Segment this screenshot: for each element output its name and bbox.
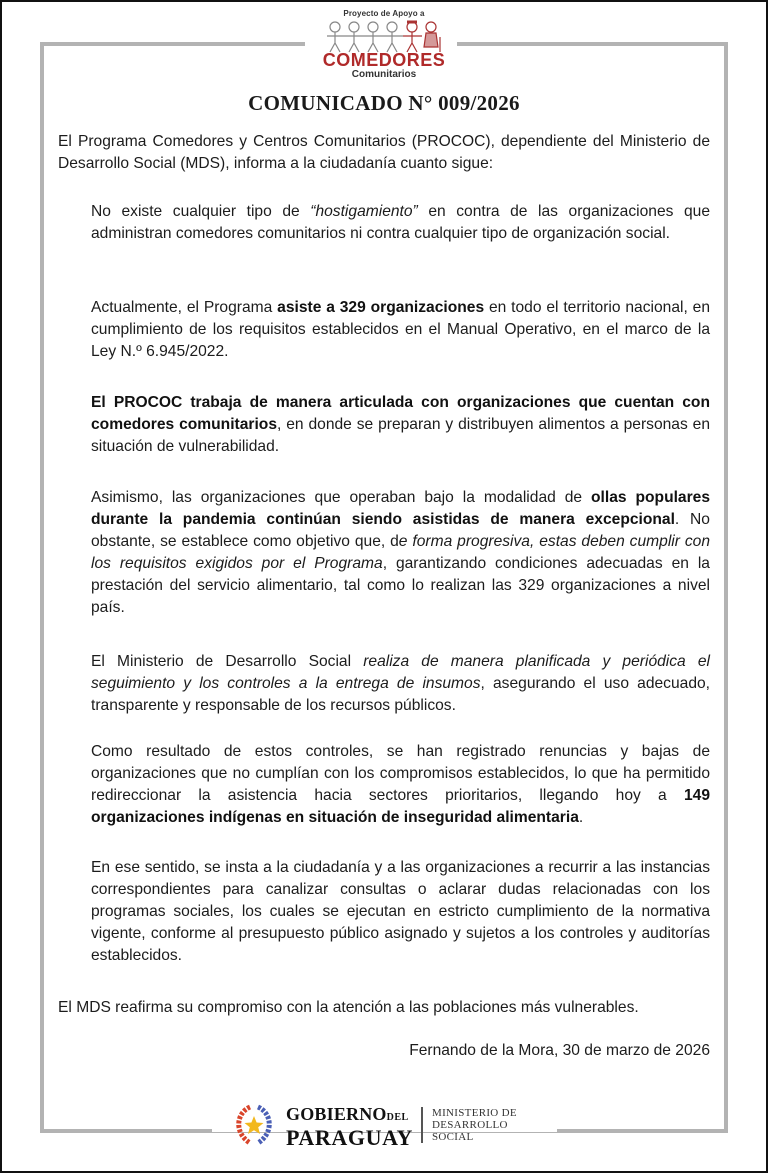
ministerio-wordmark bbox=[432, 1107, 517, 1143]
signature-date: Fernando de la Mora, 30 de marzo de 2026 bbox=[409, 1042, 710, 1059]
national-emblem-icon bbox=[232, 1103, 276, 1147]
text: . No obstante, se establece como objetivo que, d bbox=[91, 511, 710, 550]
paragraph-2 bbox=[91, 297, 710, 363]
page-title: COMUNICADO N° 009/2026 bbox=[248, 91, 520, 115]
text: , asegurando el uso adecuado, transparente y responsable de los recursos públicos. bbox=[91, 675, 710, 714]
closing-paragraph: El MDS reafirma su compromiso con la atención a las poblaciones más vulnerables. bbox=[58, 999, 639, 1016]
paragraph-1 bbox=[91, 201, 710, 245]
mds-line2: DESARROLLO bbox=[432, 1119, 508, 1131]
text: , en donde se preparan y distribuyen alimentos a personas en situación de vulnerabilidad. bbox=[91, 416, 710, 455]
emphasis: e forma progresiva, estas deben cumplir con los requisitos exigidos por el Programa bbox=[91, 533, 710, 572]
comedores-logo bbox=[318, 4, 450, 86]
mds-line1: MINISTERIO DE bbox=[432, 1107, 517, 1119]
text: Actualmente, el Programa bbox=[91, 299, 278, 316]
strong-text: ollas populares durante la pandemia continúan siendo asistidas de manera excepcional bbox=[91, 489, 711, 528]
gob-line2: PARAGUAY bbox=[286, 1125, 414, 1150]
gob-del: DEL bbox=[386, 1112, 409, 1123]
mds-line3: SOCIAL bbox=[432, 1131, 474, 1143]
text: No existe cualquier tipo de bbox=[91, 203, 311, 220]
logo-divider bbox=[421, 1107, 423, 1143]
gob-line1: GOBIERNO bbox=[286, 1104, 387, 1124]
text: Como resultado de estos controles, se han registrado renuncias y bajas de organizaciones que no cumplían con los compromisos establecidos, lo que ha permitido redireccionar la asistencia hacia sectores prioritarios, llegando hoy a bbox=[91, 743, 710, 804]
text: . bbox=[578, 809, 584, 826]
strong-text: asiste a 329 organizaciones bbox=[277, 299, 485, 316]
gobierno-paraguay-logo bbox=[222, 1095, 552, 1155]
emphasis: “hostigamiento” bbox=[310, 203, 418, 220]
gobierno-wordmark bbox=[286, 1105, 413, 1148]
paragraph-7: En ese sentido, se insta a la ciudadanía y a las organizaciones a recurrir a las instancias correspondientes para canalizar consultas o aclarar dudas relacionadas con los programas sociales, los cuales se ejecutan en estricto cumplimiento de la normativa vigente, conforme al presupuesto público asignado y sujetos a los controles y auditorías establecidos. bbox=[91, 859, 710, 964]
logo-brand: COMEDORES bbox=[322, 50, 446, 70]
strong-text: El PROCOC trabaja de manera articulada con organizaciones que cuentan con comedores comunitarios bbox=[91, 394, 710, 433]
text: en todo el territorio nacional, en cumplimiento de los requisitos establecidos en el Manual Operativo, en el marco de la Ley N.º 6.945/2022. bbox=[91, 299, 710, 360]
paragraph-5 bbox=[91, 651, 710, 717]
intro-paragraph: El Programa Comedores y Centros Comunitarios (PROCOC), dependiente del Ministerio de Desarrollo Social (MDS), informa a la ciudadanía cuanto sigue: bbox=[58, 133, 710, 172]
logo-kicker: Proyecto de Apoyo a bbox=[343, 9, 425, 18]
children-holding-hands-icon bbox=[325, 19, 443, 53]
text: en contra de las organizaciones que administran comedores comunitarios ni contra cualquier tipo de organización social. bbox=[91, 203, 710, 242]
paragraph-6 bbox=[91, 741, 710, 829]
strong-text: 149 organizaciones indígenas en situación de inseguridad alimentaria bbox=[91, 787, 710, 826]
paragraph-4 bbox=[91, 487, 710, 619]
paragraph-3 bbox=[91, 392, 710, 458]
emphasis: realiza de manera planificada y periódica el seguimiento y los controles a la entrega de insumos bbox=[91, 653, 710, 692]
logo-subtitle: Comunitarios bbox=[351, 69, 417, 80]
text: , garantizando condiciones adecuadas en la prestación del servicio alimentario, tal como lo realizan las 329 organizaciones a nivel país. bbox=[91, 555, 710, 616]
text: El Ministerio de Desarrollo Social bbox=[91, 653, 364, 670]
text: Asimismo, las organizaciones que operaban bajo la modalidad de bbox=[91, 489, 592, 506]
